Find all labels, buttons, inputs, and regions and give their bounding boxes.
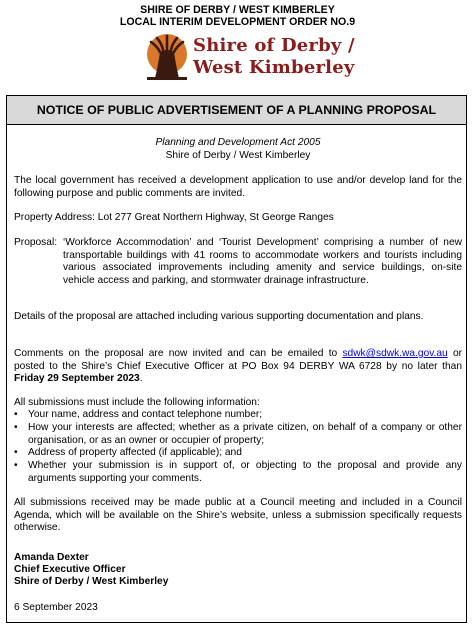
list-item-text: Address of property affected (if applicable); and [28, 447, 242, 458]
intro-paragraph: The local government has received a development application to use and/or develop land for the following purpose and public comments are invited. [14, 175, 462, 199]
comments-text-before: Comments on the proposal are now invited and can be emailed to [14, 348, 343, 359]
order-heading-title: LOCAL INTERIM DEVELOPMENT ORDER NO.9 [119, 16, 356, 28]
order-heading-shire: SHIRE OF DERBY / WEST KIMBERLEY [140, 4, 335, 16]
comments-text-after: or posted to the Shire’s Chief Executive Officer at PO Box 94 DERBY WA 6728 by no later than [14, 348, 463, 372]
proposal-label: Proposal: [14, 237, 58, 248]
logo-text-line2: West Kimberley [193, 57, 355, 78]
signatory-org: Shire of Derby / West Kimberley [14, 576, 169, 587]
comments-paragraph [14, 348, 462, 386]
notice-title: NOTICE OF PUBLIC ADVERTISEMENT OF A PLANNING PROPOSAL [7, 96, 466, 125]
bullet-icon: • [14, 409, 18, 420]
act-name: Planning and Development Act 2005 [155, 137, 321, 148]
list-item-text: Whether your submission is in support of, or objecting to the proposal and provide any arguments supporting your comments. [28, 460, 462, 484]
bullet-icon: • [14, 447, 18, 458]
authority-name: Shire of Derby / West Kimberley [165, 150, 311, 161]
notice-date: 6 September 2023 [14, 602, 98, 613]
list-item-text: How your interests are affected; whether as a private citizen, on behalf of a company or other organisation, or as an owner or occupier of property; [28, 422, 462, 446]
submissions-intro: All submissions must include the following information: [14, 397, 260, 408]
public-notice-paragraph: All submissions received may be made public at a Council meeting and included in a Council Agenda, which will be available on the Shire’s website, unless a submission specifically requests otherwise. [14, 497, 462, 533]
shire-logo [143, 32, 355, 84]
deadline-end: . [139, 373, 143, 384]
deadline-date: Friday 29 September 2023 [14, 373, 140, 384]
property-address: Property Address: Lot 277 Great Northern Highway, St George Ranges [14, 212, 334, 223]
proposal-description: ‘Workforce Accommodation’ and ‘Tourist Development’ comprising a number of new transportable buildings with 41 rooms to accommodate workers and tourists including various associated improvements including amenity and service buildings, on-site vehicle access and parking, and stormwater drainage infrastructure. [63, 237, 462, 286]
bullet-icon: • [14, 422, 18, 433]
list-item-text: Your name, address and contact telephone number; [28, 409, 263, 420]
boab-tree-icon [143, 32, 191, 82]
signatory-name: Amanda Dexter [14, 552, 89, 563]
logo-text-line1: Shire of Derby / [193, 35, 355, 56]
details-paragraph: Details of the proposal are attached including various supporting documentation and plans. [14, 311, 424, 322]
signatory-title: Chief Executive Officer [14, 564, 126, 575]
email-link[interactable]: sdwk@sdwk.wa.gov.au [342, 348, 448, 359]
bullet-icon: • [14, 460, 18, 471]
notice-box [6, 95, 467, 623]
